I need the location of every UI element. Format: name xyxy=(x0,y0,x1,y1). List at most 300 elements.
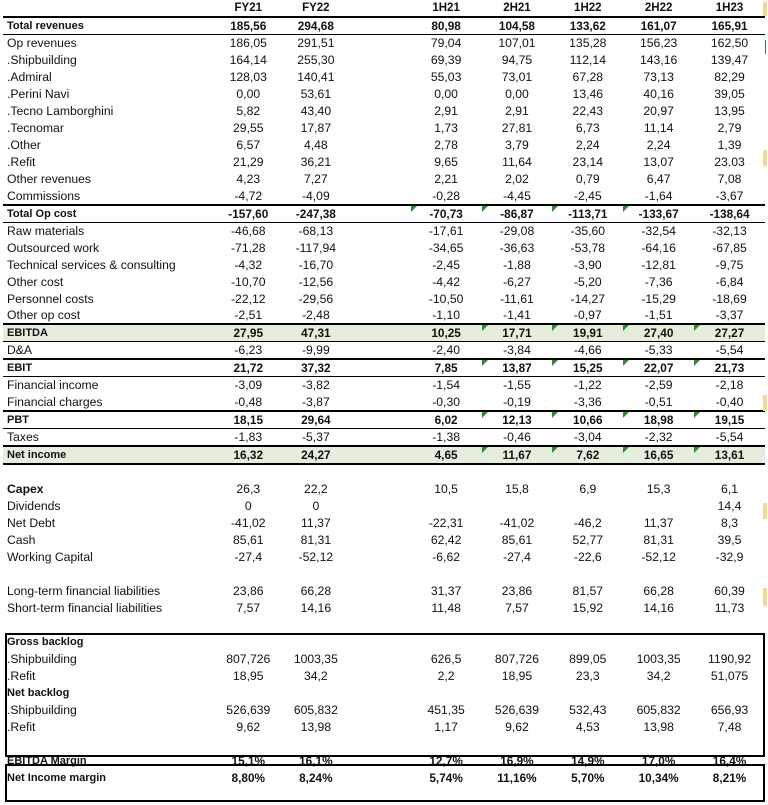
spacer-cell xyxy=(350,256,411,273)
value-cell: 7,57 xyxy=(505,601,529,615)
empty-cell xyxy=(552,634,623,651)
value-cell: 16,32 xyxy=(214,446,282,464)
empty-cell xyxy=(623,685,694,702)
header-row xyxy=(3,0,765,17)
row-label: D&A xyxy=(7,343,33,357)
empty-cell xyxy=(694,566,765,583)
value-cell: -22,31 xyxy=(428,516,464,530)
value-cell: -157,60 xyxy=(214,205,282,223)
table-row xyxy=(3,532,765,549)
value-cell: 24,27 xyxy=(282,446,350,464)
empty-cell xyxy=(3,464,214,481)
value-cell: 23,14 xyxy=(572,155,604,169)
value-cell: 18,95 xyxy=(233,669,264,683)
value-cell: 0,00 xyxy=(505,87,529,101)
value-cell: 94,75 xyxy=(501,53,533,67)
empty-cell xyxy=(350,685,411,702)
value-cell: 73,13 xyxy=(643,70,674,84)
spacer-cell xyxy=(350,377,411,394)
value-cell: 1,17 xyxy=(434,720,458,734)
empty-cell xyxy=(411,617,482,634)
empty-cell xyxy=(3,566,214,583)
value-cell: 291,51 xyxy=(297,36,335,51)
value-cell: 161,07 xyxy=(623,17,694,35)
value-cell: 20,97 xyxy=(643,104,674,118)
section-title-row xyxy=(3,685,765,702)
value-cell: 1190,92 xyxy=(707,652,752,666)
value-cell: 10,66 xyxy=(552,411,623,429)
value-cell: 0,00 xyxy=(236,87,261,101)
value-cell: 0 xyxy=(244,499,252,513)
value-cell: 6,9 xyxy=(579,482,597,496)
empty-cell xyxy=(411,634,482,651)
value-cell: 43,40 xyxy=(300,104,332,118)
column-header xyxy=(3,0,214,17)
value-cell: -0,51 xyxy=(644,394,673,409)
column-header: 2H21 xyxy=(503,2,531,14)
value-cell: 37,32 xyxy=(282,359,350,377)
value-cell: -41,02 xyxy=(499,516,535,530)
table-row xyxy=(3,188,765,205)
table-row xyxy=(3,668,765,685)
value-cell: -29,56 xyxy=(298,291,334,306)
value-cell: -86,87 xyxy=(482,205,553,223)
value-cell: 11,37 xyxy=(301,516,331,530)
empty-cell xyxy=(282,685,350,702)
value-cell: 107,01 xyxy=(498,36,536,51)
spacer-cell xyxy=(350,770,411,787)
value-cell: -2,18 xyxy=(715,378,744,393)
value-cell: 10,25 xyxy=(411,324,482,342)
value-cell: -117,94 xyxy=(295,240,337,255)
value-cell: -5,54 xyxy=(715,343,744,357)
empty-cell xyxy=(411,736,482,753)
value-cell: 80,98 xyxy=(411,17,482,35)
value-cell: 2,02 xyxy=(505,172,529,186)
spacer-cell xyxy=(350,120,411,137)
value-cell: -3,90 xyxy=(573,257,602,272)
value-cell: 29,64 xyxy=(282,411,350,429)
value-cell: 294,68 xyxy=(282,17,350,35)
table-row xyxy=(3,35,765,52)
spacer-row xyxy=(3,617,765,634)
value-cell: -4,32 xyxy=(234,257,263,272)
table-row xyxy=(3,446,765,464)
value-cell: 2,24 xyxy=(575,138,600,152)
empty-cell xyxy=(552,685,623,702)
value-cell: -4,72 xyxy=(234,188,263,203)
empty-cell xyxy=(411,464,482,481)
value-cell: -11,61 xyxy=(500,291,534,306)
value-cell: 13,95 xyxy=(714,104,745,118)
empty-cell xyxy=(3,617,214,634)
value-cell: 7,85 xyxy=(411,359,482,377)
row-label: .Shipbuilding xyxy=(7,652,77,666)
value-cell: -0,28 xyxy=(432,188,460,203)
cell-highlight xyxy=(763,150,767,166)
value-cell: 656,93 xyxy=(710,703,749,717)
table-row xyxy=(3,753,765,770)
value-cell: 7,57 xyxy=(236,601,261,615)
row-label: Capex xyxy=(7,482,44,496)
value-cell xyxy=(482,498,553,515)
table-row xyxy=(3,307,765,324)
empty-cell xyxy=(3,736,214,753)
value-cell: 39,5 xyxy=(717,533,742,547)
spacer-cell xyxy=(350,702,411,719)
empty-cell xyxy=(350,617,411,634)
value-cell: 11,37 xyxy=(643,516,674,530)
value-cell: 85,61 xyxy=(233,533,264,547)
value-cell: -0,48 xyxy=(234,394,263,409)
value-cell: 18,15 xyxy=(214,411,282,429)
value-cell: 23,86 xyxy=(501,584,533,598)
value-cell: 626,5 xyxy=(430,652,462,666)
row-label: Taxes xyxy=(7,429,39,444)
cell-highlight xyxy=(763,503,767,519)
value-cell: 16,9% xyxy=(500,754,534,768)
value-cell: -2,45 xyxy=(432,257,460,272)
value-cell: 85,61 xyxy=(501,533,533,547)
value-cell: 1003,35 xyxy=(293,652,338,666)
spacer-cell xyxy=(350,239,411,256)
row-label: .Perini Navi xyxy=(7,87,70,101)
value-cell: -35,60 xyxy=(570,223,606,238)
spacer-cell xyxy=(350,17,411,35)
value-cell: 23.03 xyxy=(714,155,745,169)
value-cell: 9,62 xyxy=(236,720,261,734)
empty-cell xyxy=(282,634,350,651)
value-cell: 8,24% xyxy=(299,771,333,785)
value-cell: 7,48 xyxy=(717,720,742,734)
spacer-cell xyxy=(350,0,411,17)
value-cell: -1,64 xyxy=(644,188,673,203)
value-cell: 26,3 xyxy=(236,482,261,496)
value-cell: -2,51 xyxy=(234,308,263,322)
value-cell: 4,53 xyxy=(575,720,600,734)
value-cell: 899,05 xyxy=(569,652,607,666)
value-cell: 139,47 xyxy=(710,53,749,67)
value-cell: 19,15 xyxy=(694,411,765,429)
value-cell: 51,075 xyxy=(710,669,749,683)
empty-cell xyxy=(623,617,694,634)
value-cell: -2,59 xyxy=(644,378,673,393)
value-cell: 526,639 xyxy=(226,703,271,717)
value-cell: 16,1% xyxy=(299,754,333,768)
value-cell: 13,07 xyxy=(643,155,674,169)
spacer-cell xyxy=(350,273,411,290)
value-cell: -4,09 xyxy=(301,188,330,203)
spacer-cell xyxy=(350,290,411,307)
table-row xyxy=(3,103,765,120)
empty-cell xyxy=(214,736,282,753)
value-cell: 27,27 xyxy=(694,324,765,342)
spacer-cell xyxy=(350,651,411,668)
value-cell: -5,33 xyxy=(644,343,673,357)
value-cell: 52,77 xyxy=(572,533,604,547)
value-cell: 2,79 xyxy=(717,121,742,135)
value-cell: 15,8 xyxy=(505,482,529,496)
value-cell: -0,40 xyxy=(715,394,744,409)
value-cell: -22,12 xyxy=(230,291,266,306)
row-label: Long-term financial liabilities xyxy=(7,584,161,598)
value-cell: 4,48 xyxy=(303,138,328,152)
table-row xyxy=(3,583,765,600)
value-cell: -0,19 xyxy=(503,394,531,409)
table-row xyxy=(3,394,765,411)
value-cell: -22,6 xyxy=(573,550,602,564)
value-cell: -3,04 xyxy=(573,429,602,444)
value-cell: -1,22 xyxy=(573,378,602,393)
value-cell: -2,48 xyxy=(301,308,330,322)
table-row xyxy=(3,770,765,787)
value-cell: 34,2 xyxy=(303,669,328,683)
value-cell xyxy=(552,498,623,515)
empty-cell xyxy=(282,464,350,481)
row-label: Net income xyxy=(3,446,214,464)
value-cell: 2,91 xyxy=(434,104,458,118)
value-cell: 6,47 xyxy=(646,172,671,186)
value-cell: -1,83 xyxy=(234,429,263,444)
spacer-cell xyxy=(350,719,411,736)
value-cell: -3,36 xyxy=(573,394,602,409)
value-cell: 67,28 xyxy=(572,70,604,84)
empty-cell xyxy=(282,736,350,753)
value-cell: 0,00 xyxy=(434,87,458,101)
table-row xyxy=(3,428,765,446)
row-label: .Shipbuilding xyxy=(7,703,77,717)
value-cell: 532,43 xyxy=(569,703,607,717)
empty-cell xyxy=(282,566,350,583)
value-cell: 73,01 xyxy=(501,70,533,84)
value-cell: 605,832 xyxy=(636,703,681,717)
value-cell: -52,12 xyxy=(298,550,334,564)
value-cell: 53,61 xyxy=(300,87,332,101)
value-cell: -12,56 xyxy=(298,274,334,289)
value-cell: 81,31 xyxy=(643,533,674,547)
value-cell: 31,37 xyxy=(430,584,462,598)
row-label: Total Op cost xyxy=(3,205,214,223)
value-cell: -12,81 xyxy=(641,257,676,272)
table-row xyxy=(3,86,765,103)
spacer-cell xyxy=(350,428,411,446)
value-cell: 185,56 xyxy=(214,17,282,35)
empty-cell xyxy=(214,566,282,583)
table-row xyxy=(3,481,765,498)
value-cell: 1,73 xyxy=(434,121,458,135)
value-cell: 2,21 xyxy=(434,172,458,186)
value-cell: -9,75 xyxy=(715,257,744,272)
value-cell: -17,61 xyxy=(428,223,464,238)
value-cell: -64,16 xyxy=(641,240,676,255)
value-cell: 13,98 xyxy=(643,720,674,734)
spacer-cell xyxy=(350,222,411,239)
value-cell: 47,31 xyxy=(282,324,350,342)
empty-cell xyxy=(411,566,482,583)
spacer-cell xyxy=(350,394,411,411)
spacer-cell xyxy=(350,359,411,377)
value-cell: 11,16% xyxy=(497,771,537,785)
value-cell: -32,54 xyxy=(641,223,676,238)
value-cell: 18,98 xyxy=(623,411,694,429)
spacer-cell xyxy=(350,324,411,342)
value-cell: 22,2 xyxy=(303,482,328,496)
table-row xyxy=(3,549,765,566)
value-cell: -1,55 xyxy=(503,378,531,393)
spacer-cell xyxy=(350,137,411,154)
value-cell: -138,64 xyxy=(694,205,765,223)
value-cell: -14,27 xyxy=(570,291,606,306)
value-cell: 164,14 xyxy=(229,53,267,67)
value-cell: -1,38 xyxy=(432,429,460,444)
value-cell: 3,79 xyxy=(505,138,529,152)
row-label: Other revenues xyxy=(7,172,92,186)
spacer-row xyxy=(3,736,765,753)
value-cell: 12,7% xyxy=(429,754,463,768)
spacer-cell xyxy=(350,498,411,515)
value-cell: -1,54 xyxy=(432,378,460,393)
value-cell: -70,73 xyxy=(411,205,482,223)
value-cell: -10,70 xyxy=(230,274,266,289)
value-cell: 17,0% xyxy=(641,754,676,768)
value-cell: 7,27 xyxy=(303,172,328,186)
spacer-cell xyxy=(350,35,411,52)
row-label: EBIT xyxy=(3,359,214,377)
table-row xyxy=(3,600,765,617)
value-cell: 29,55 xyxy=(233,121,264,135)
value-cell: 135,28 xyxy=(569,36,607,51)
section-title-row xyxy=(3,634,765,651)
value-cell: 11,73 xyxy=(714,601,745,615)
table-row xyxy=(3,377,765,394)
value-cell: 39,05 xyxy=(714,87,745,101)
value-cell: 807,726 xyxy=(226,652,271,666)
row-label: .Shipbuilding xyxy=(7,53,77,67)
spacer-cell xyxy=(350,52,411,69)
value-cell: -53,78 xyxy=(570,240,606,255)
value-cell: 9,65 xyxy=(434,155,458,169)
value-cell: -133,67 xyxy=(623,205,694,223)
value-cell: -5,37 xyxy=(301,429,330,444)
spacer-row xyxy=(3,566,765,583)
value-cell: 82,29 xyxy=(714,70,745,84)
row-label: .Refit xyxy=(7,669,36,683)
value-cell: 0,79 xyxy=(575,172,600,186)
value-cell: 23,3 xyxy=(575,669,600,683)
value-cell: 104,58 xyxy=(482,17,553,35)
value-cell: 16,4% xyxy=(712,754,747,768)
row-label: Raw materials xyxy=(7,223,85,238)
value-cell: 13,61 xyxy=(694,446,765,464)
column-header: 1H23 xyxy=(715,2,744,14)
value-cell: -0,97 xyxy=(573,308,602,322)
table-row xyxy=(3,342,765,360)
value-cell: 21,29 xyxy=(233,155,264,169)
spacer-cell xyxy=(350,532,411,549)
value-cell: -10,50 xyxy=(428,291,464,306)
empty-cell xyxy=(552,464,623,481)
empty-cell xyxy=(623,464,694,481)
empty-cell xyxy=(350,736,411,753)
value-cell: 66,28 xyxy=(643,584,674,598)
value-cell: 140,41 xyxy=(297,70,335,84)
column-header: 1H21 xyxy=(432,2,460,14)
empty-cell xyxy=(350,634,411,651)
value-cell: 2,2 xyxy=(437,669,455,683)
value-cell: 27,40 xyxy=(623,324,694,342)
value-cell: 16,65 xyxy=(623,446,694,464)
empty-cell xyxy=(482,736,553,753)
value-cell: 526,639 xyxy=(494,703,539,717)
value-cell: 40,16 xyxy=(643,87,674,101)
value-cell: -5,20 xyxy=(573,274,602,289)
value-cell: 13,87 xyxy=(482,359,553,377)
table-row xyxy=(3,702,765,719)
table-row xyxy=(3,324,765,342)
spacer-cell xyxy=(350,188,411,205)
row-label: Financial charges xyxy=(7,394,103,409)
row-label: Other cost xyxy=(7,274,64,289)
value-cell: 165,91 xyxy=(694,17,765,35)
empty-cell xyxy=(482,617,553,634)
value-cell: 8,21% xyxy=(712,771,747,785)
value-cell: 7,62 xyxy=(552,446,623,464)
value-cell: -36,63 xyxy=(499,240,535,255)
spacer-cell xyxy=(350,668,411,685)
table-row xyxy=(3,17,765,35)
value-cell: 22,43 xyxy=(572,104,604,118)
row-label: EBITDA Margin xyxy=(7,755,87,767)
row-label: Op revenues xyxy=(7,36,77,51)
value-cell: -68,13 xyxy=(298,223,334,238)
value-cell: -1,51 xyxy=(644,308,673,322)
row-label: Other op cost xyxy=(7,308,81,322)
cell-highlight xyxy=(763,588,767,606)
value-cell xyxy=(411,498,482,515)
value-cell: -4,42 xyxy=(432,274,460,289)
value-cell: 9,62 xyxy=(505,720,529,734)
value-cell: -32,9 xyxy=(715,550,744,564)
row-label: .Other xyxy=(7,138,41,152)
cell-highlight xyxy=(763,2,767,16)
table-row xyxy=(3,515,765,532)
value-cell: 22,07 xyxy=(623,359,694,377)
value-cell: -113,71 xyxy=(552,205,623,223)
row-label: PBT xyxy=(3,411,214,429)
spacer-cell xyxy=(350,154,411,171)
empty-cell xyxy=(482,634,553,651)
empty-cell xyxy=(482,464,553,481)
value-cell: 112,14 xyxy=(569,53,606,67)
table-row xyxy=(3,222,765,239)
value-cell: 2,78 xyxy=(434,138,458,152)
value-cell: 5,74% xyxy=(429,771,463,785)
value-cell: -6,84 xyxy=(715,274,744,289)
row-label: Outsourced work xyxy=(7,240,100,255)
value-cell: 1003,35 xyxy=(636,652,681,666)
value-cell: -7,36 xyxy=(644,274,673,289)
empty-cell xyxy=(214,617,282,634)
table-row xyxy=(3,171,765,188)
row-label: EBITDA xyxy=(3,324,214,342)
spacer-cell xyxy=(350,411,411,429)
value-cell: 156,23 xyxy=(640,36,678,51)
table-row xyxy=(3,411,765,429)
table-row xyxy=(3,273,765,290)
column-header: 1H22 xyxy=(574,2,602,14)
value-cell: 5,70% xyxy=(571,771,605,785)
value-cell: 15,1% xyxy=(231,754,265,768)
